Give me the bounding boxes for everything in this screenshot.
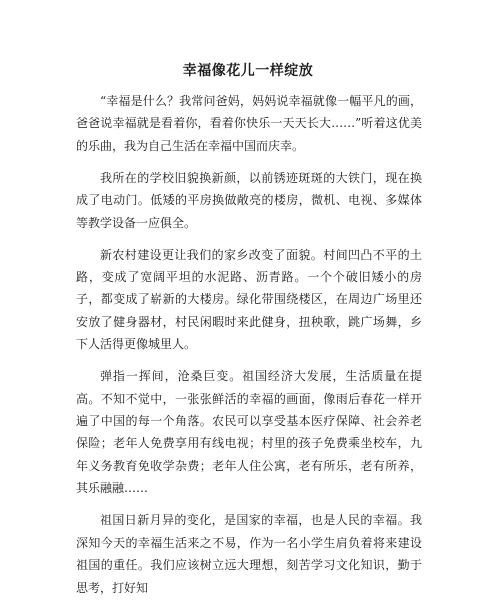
paragraph-1: “幸福是什么？我常问爸妈，妈妈说幸福就像一幅平凡的画，爸爸说幸福就是看着你，看着你快乐一天天长大……”听着这优美的乐曲，我为自己生活在幸福中国而庆幸。 bbox=[76, 94, 422, 153]
paragraph-3: 新农村建设更让我们的家乡改变了面貌。村间凹凸不平的土路，变成了宽阔平坦的水泥路、沥青路。一个个破旧矮小的房子，都变成了崭新的大楼房。绿化带围绕楼区，在周边广场里还安放了健身器材，村民闲暇时来此健身，扭秧歌，跳广场舞，乡下人活得更像城里人。 bbox=[76, 247, 422, 352]
paragraph-2: 我所在的学校旧貌换新颜，以前锈迹斑斑的大铁门，现在换成了电动门。低矮的平房换做敞亮的楼房，微机、电视、多媒体等教学设备一应俱全。 bbox=[76, 170, 422, 230]
paragraph-4: 弹指一挥间，沧桑巨变。祖国经济大发展，生活质量在提高。不知不觉中，一张张鲜活的幸福的画面，像雨后春花一样开遍了中国的每一个角落。农民可以享受基本医疗保障、社会养老保险；老年人免费享用有线电视；村里的孩子免费乘坐校车，九年义务教育免收学杂费；老年人住公寓，老有所乐，老有所养，其乐融融…… bbox=[76, 369, 422, 496]
paragraph-5: 祖国日新月异的变化，是国家的幸福，也是人民的幸福。我深知今天的幸福生活来之不易，作为一名小学生肩负着将来建设祖国的重任。我们应该树立远大理想，刻苦学习文化知识，勤于思考，打好知 bbox=[76, 513, 422, 595]
document-body bbox=[76, 90, 422, 609]
document-title: 幸福像花儿一样绽放 bbox=[182, 63, 314, 79]
